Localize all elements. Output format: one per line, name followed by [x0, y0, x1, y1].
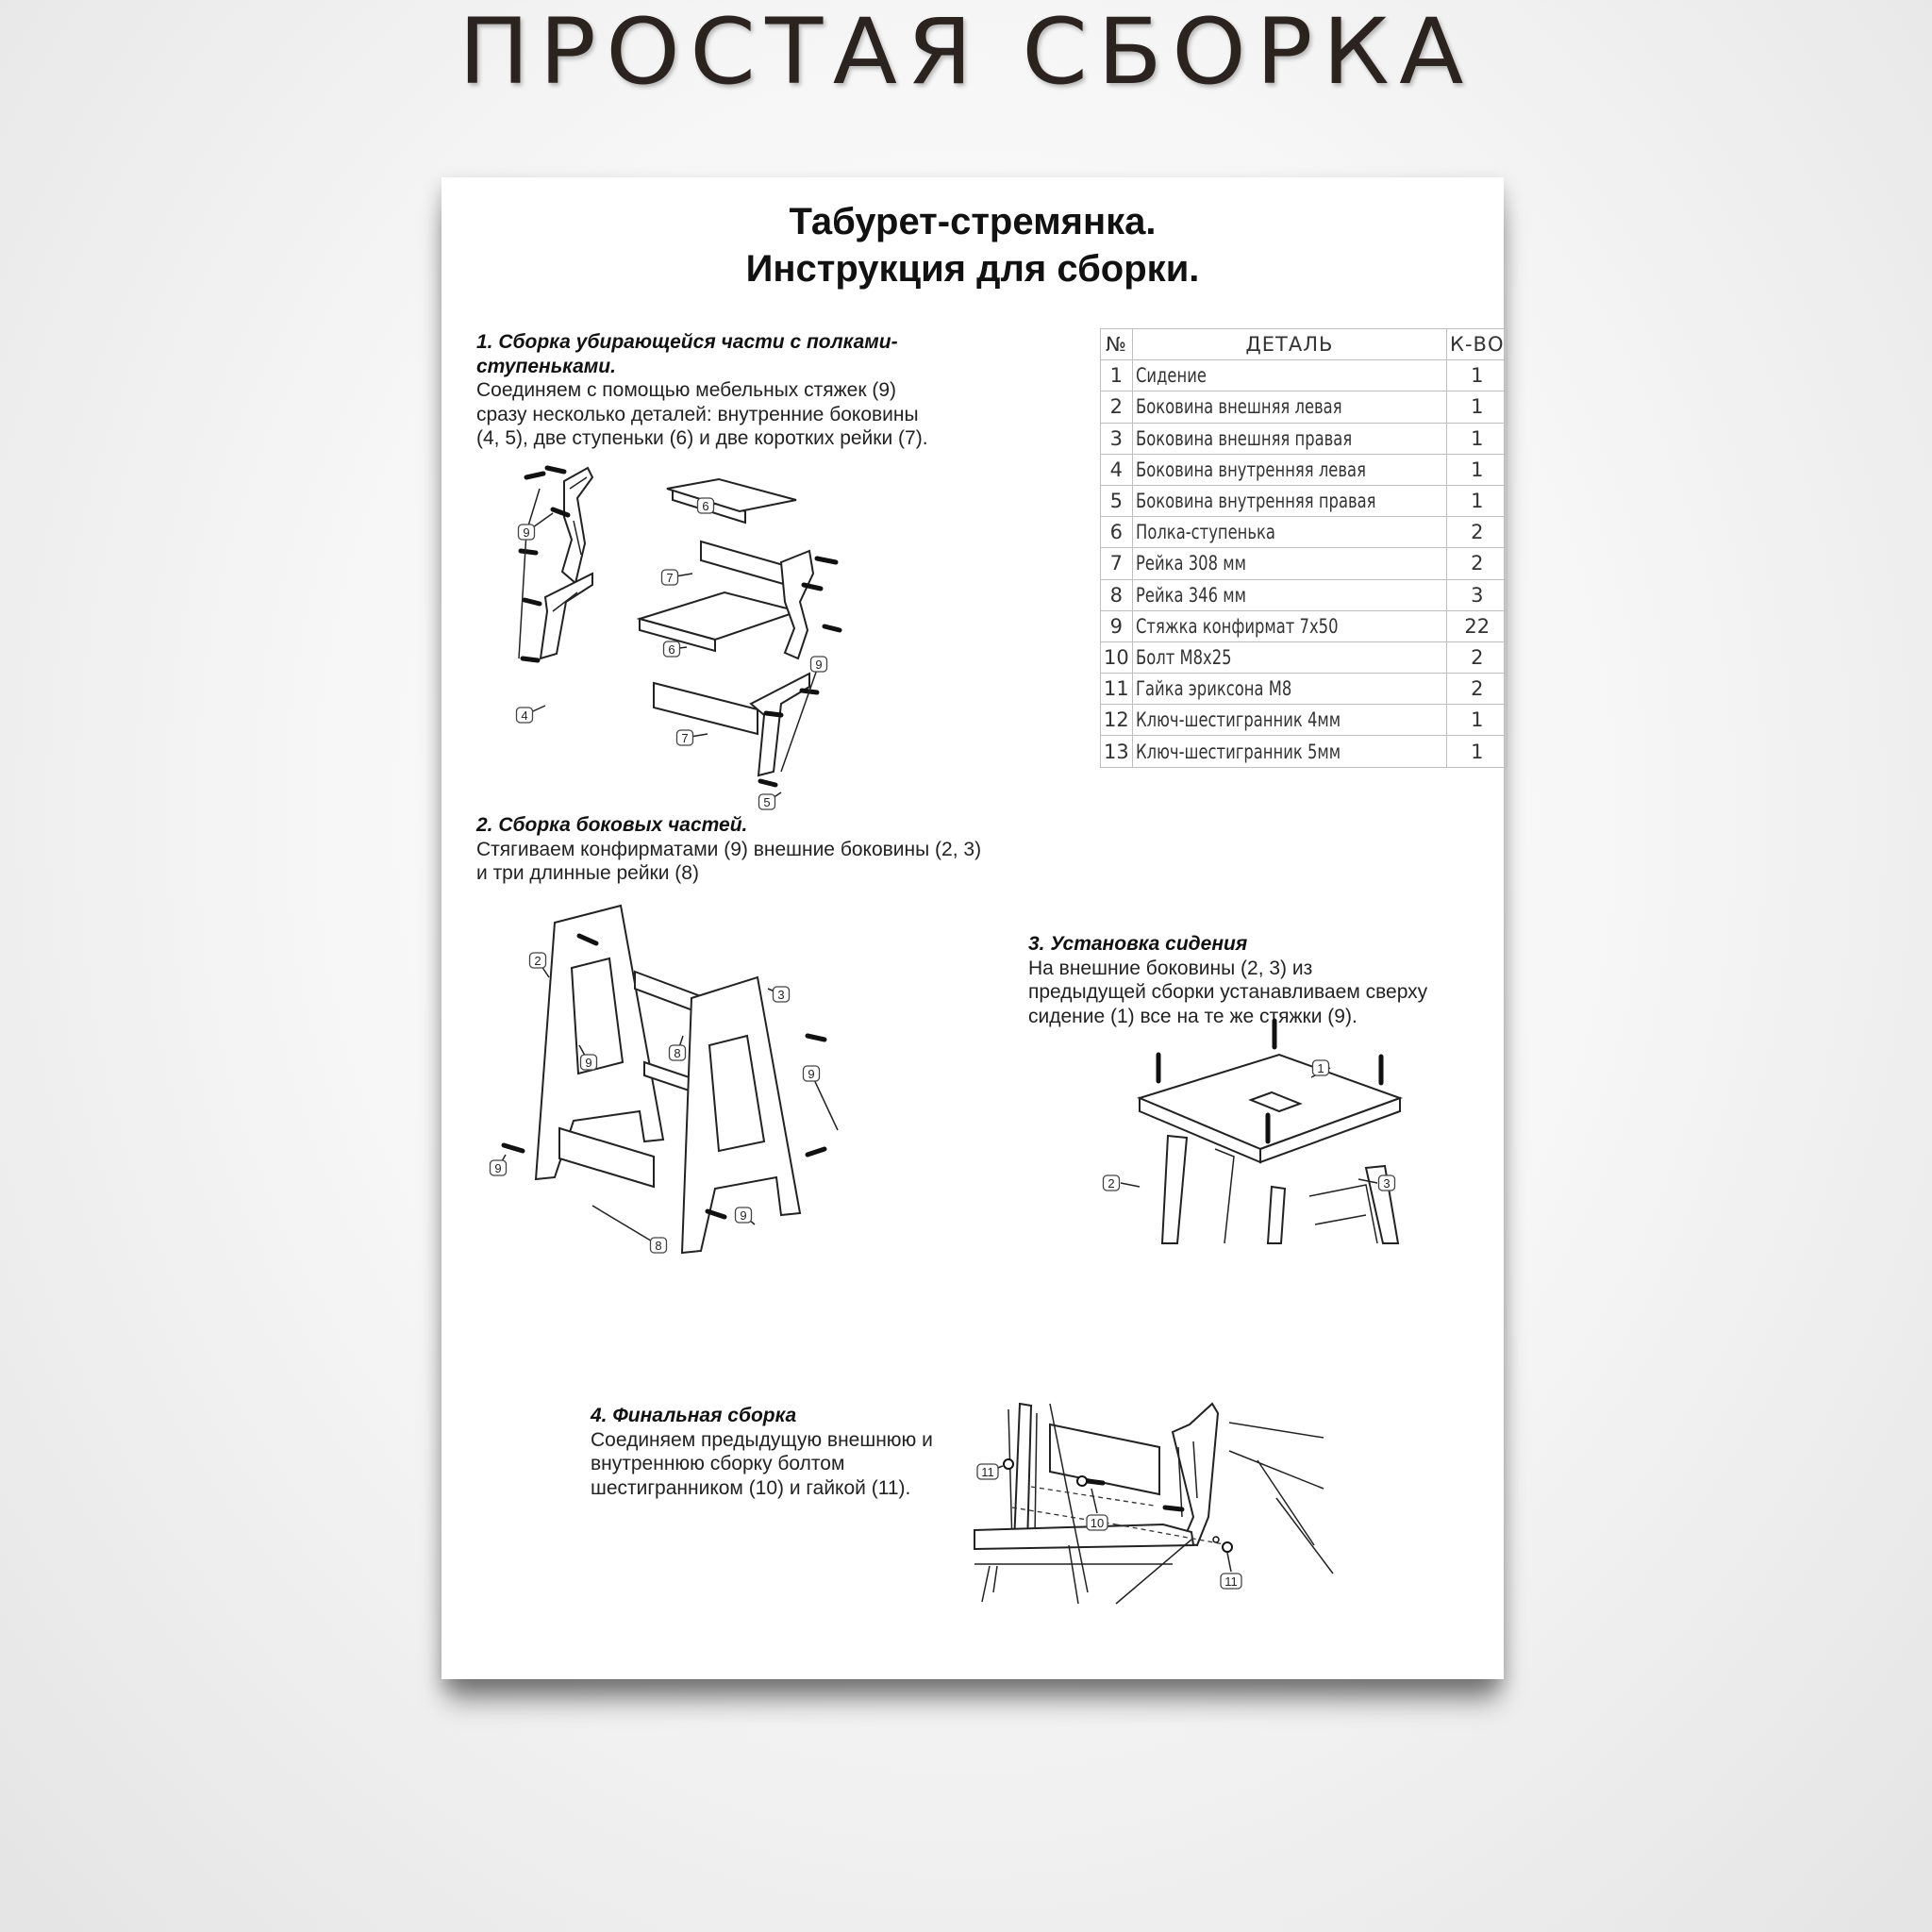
part-callout	[670, 1045, 686, 1060]
part-number: 3	[1101, 423, 1133, 454]
banner-title: ПРОСТАЯ СБОРКА	[458, 0, 1474, 105]
step-3-line: сидение (1) все на те же стяжки (9).	[1028, 1005, 1357, 1027]
part-quantity: 22	[1447, 610, 1507, 641]
callout-label: 4	[521, 708, 528, 723]
step-1-line: (4, 5), две ступеньки (6) и две коротких рейки (7).	[476, 427, 928, 449]
part-name: Рейка 308 мм	[1132, 548, 1446, 579]
part-number: 4	[1101, 454, 1133, 485]
step-4-line: внутреннюю сборку болтом	[591, 1453, 845, 1474]
part-number: 7	[1101, 548, 1133, 579]
step-4-text	[591, 1404, 987, 1500]
step-1-diagram	[498, 460, 838, 809]
part-quantity: 1	[1447, 705, 1507, 736]
step-3-line: На внешние боковины (2, 3) из	[1028, 957, 1313, 979]
step-1-text	[476, 330, 967, 451]
part-callout	[1379, 1175, 1395, 1191]
parts-table-row	[1101, 736, 1507, 767]
part-callout	[664, 641, 680, 657]
callout-label: 9	[585, 1056, 592, 1070]
part-name: Боковина внутренняя правая	[1132, 485, 1446, 516]
step-4-line: шестигранником (10) и гайкой (11).	[591, 1476, 911, 1499]
callout-label: 2	[1108, 1176, 1115, 1191]
part-quantity: 3	[1447, 579, 1507, 610]
callout-label: 9	[523, 525, 530, 540]
part-callout	[774, 987, 790, 1002]
parts-table-row	[1101, 454, 1507, 485]
step-3-diagram	[1083, 1045, 1441, 1253]
part-quantity: 1	[1447, 736, 1507, 767]
parts-table-row	[1101, 705, 1507, 736]
step-2-diagram	[489, 894, 866, 1272]
part-callout	[1221, 1574, 1241, 1589]
part-number: 2	[1101, 391, 1133, 423]
part-name: Боковина внешняя левая	[1132, 391, 1446, 423]
part-callout	[1087, 1515, 1108, 1530]
step-3-heading: 3. Установка сидения	[1028, 933, 1248, 955]
part-name: Боковина внешняя правая	[1132, 423, 1446, 454]
parts-table-row	[1101, 548, 1507, 579]
parts-table-row	[1101, 391, 1507, 423]
step-2-text	[476, 813, 1061, 886]
callout-label: 6	[702, 499, 709, 513]
step-2-line: Стягиваем конфирматами (9) внешние боковины (2, 3)	[476, 838, 982, 860]
part-callout	[491, 1160, 507, 1175]
part-callout	[804, 1066, 820, 1081]
callout-label: 1	[1317, 1061, 1324, 1075]
part-name: Гайка эриксона М8	[1132, 674, 1446, 705]
parts-table-row	[1101, 360, 1507, 391]
parts-table-row	[1101, 423, 1507, 454]
callout-label: 11	[1224, 1574, 1238, 1589]
step-3-text	[1028, 932, 1481, 1028]
header-quantity: К-ВО	[1447, 329, 1507, 360]
step-1-heading: 1. Сборка убирающейся части с полками-	[476, 331, 898, 353]
callout-label: 9	[815, 658, 823, 672]
instruction-sheet	[441, 177, 1504, 1679]
part-quantity: 1	[1447, 454, 1507, 485]
part-number: 8	[1101, 579, 1133, 610]
part-callout	[662, 570, 678, 585]
part-callout	[677, 730, 693, 745]
callout-label: 8	[674, 1046, 681, 1060]
callout-label: 3	[777, 988, 785, 1002]
step-1-line: Соединяем с помощью мебельных стяжек (9)	[476, 379, 897, 401]
part-quantity: 2	[1447, 674, 1507, 705]
callout-label: 9	[494, 1161, 502, 1175]
part-name: Сидение	[1132, 360, 1446, 391]
callout-label: 7	[666, 571, 674, 585]
callout-label: 10	[1090, 1516, 1105, 1530]
callout-label: 9	[740, 1208, 747, 1223]
parts-table-header	[1101, 329, 1507, 360]
part-quantity: 1	[1447, 423, 1507, 454]
step-2-heading: 2. Сборка боковых частей.	[476, 814, 748, 836]
step-4-line: Соединяем предыдущую внешнюю и	[591, 1428, 933, 1451]
parts-table-row	[1101, 485, 1507, 516]
part-callout	[736, 1208, 752, 1223]
header-number: №	[1101, 329, 1133, 360]
part-callout	[759, 794, 775, 809]
part-callout	[1104, 1175, 1120, 1191]
callout-label: 7	[681, 731, 689, 745]
step-3-line: предыдущей сборки устанавливаем сверху	[1028, 981, 1428, 1003]
part-callout	[1313, 1060, 1329, 1075]
part-callout	[581, 1055, 597, 1070]
part-name: Ключ-шестигранник 4мм	[1132, 705, 1446, 736]
part-quantity: 1	[1447, 360, 1507, 391]
part-number: 13	[1101, 736, 1133, 767]
callout-label: 2	[534, 954, 541, 968]
part-number: 11	[1101, 674, 1133, 705]
part-number: 10	[1101, 641, 1133, 673]
part-callout	[519, 525, 535, 540]
part-callout	[517, 708, 533, 723]
part-callout	[530, 953, 546, 968]
header-part: ДЕТАЛЬ	[1132, 329, 1446, 360]
parts-table	[1100, 328, 1507, 768]
part-name: Боковина внутренняя левая	[1132, 454, 1446, 485]
part-quantity: 1	[1447, 485, 1507, 516]
callout-label: 3	[1383, 1176, 1391, 1191]
part-callout	[651, 1238, 667, 1253]
part-callout	[977, 1464, 998, 1479]
step-4-diagram	[974, 1404, 1352, 1611]
callout-label: 8	[655, 1239, 662, 1253]
part-name: Рейка 346 мм	[1132, 579, 1446, 610]
part-number: 12	[1101, 705, 1133, 736]
step-4-heading: 4. Финальная сборка	[591, 1405, 797, 1426]
part-quantity: 2	[1447, 548, 1507, 579]
parts-table-row	[1101, 610, 1507, 641]
part-quantity: 1	[1447, 391, 1507, 423]
callout-label: 6	[668, 642, 675, 657]
step-1-heading-cont: ступеньками.	[476, 355, 616, 377]
callout-label: 9	[808, 1067, 815, 1081]
part-callout	[811, 657, 827, 672]
part-callout	[698, 498, 714, 513]
document-title-line1: Табурет-стремянка.	[789, 201, 1157, 242]
parts-table-row	[1101, 674, 1507, 705]
parts-table-row	[1101, 579, 1507, 610]
step-2-line: и три длинные рейки (8)	[476, 862, 699, 884]
part-quantity: 2	[1447, 641, 1507, 673]
part-number: 6	[1101, 517, 1133, 548]
parts-table-row	[1101, 641, 1507, 673]
part-name: Полка-ступенька	[1132, 517, 1446, 548]
parts-table-row	[1101, 517, 1507, 548]
part-name: Стяжка конфирмат 7х50	[1132, 610, 1446, 641]
callout-label: 11	[981, 1465, 994, 1479]
step-1-line: сразу несколько деталей: внутренние боковины	[476, 403, 919, 425]
part-number: 1	[1101, 360, 1133, 391]
callout-label: 5	[763, 795, 771, 809]
part-number: 5	[1101, 485, 1133, 516]
part-name: Ключ-шестигранник 5мм	[1132, 736, 1446, 767]
part-name: Болт М8х25	[1132, 641, 1446, 673]
part-quantity: 2	[1447, 517, 1507, 548]
part-number: 9	[1101, 610, 1133, 641]
document-title-line2: Инструкция для сборки.	[745, 248, 1200, 290]
